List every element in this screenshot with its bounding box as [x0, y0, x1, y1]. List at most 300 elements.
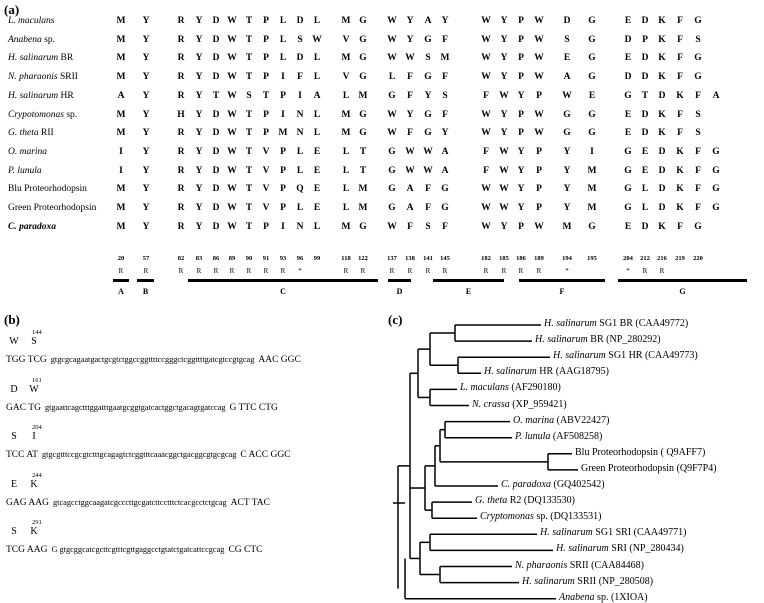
- leaf-species: H. salinarum: [535, 334, 588, 346]
- residue: G: [424, 34, 432, 45]
- residue: M: [116, 221, 126, 232]
- residue: G: [359, 221, 367, 232]
- leaf-species: P. lunula: [515, 430, 551, 442]
- leaf-accession: sp. (1XIOA): [594, 591, 648, 603]
- residue: D: [641, 109, 649, 120]
- residue: D: [658, 184, 666, 195]
- residue: G: [624, 184, 632, 195]
- residue: P: [518, 72, 524, 83]
- residue-mark: R: [213, 267, 219, 275]
- residue: Y: [142, 72, 150, 83]
- residue: W: [387, 53, 397, 64]
- position-number: 220: [693, 255, 703, 262]
- residue: E: [624, 16, 632, 26]
- residue: D: [212, 146, 220, 157]
- tree-leaf-label: [460, 383, 561, 393]
- residue: Y: [517, 146, 525, 157]
- residue-mark: R: [246, 267, 252, 275]
- residue: Q: [296, 184, 304, 195]
- residue: I: [119, 165, 123, 176]
- residue: G: [588, 72, 596, 83]
- tree-leaf-label: [513, 416, 609, 426]
- residue: W: [423, 165, 433, 176]
- residue: L: [313, 16, 321, 26]
- intron-number-left: 161: [32, 377, 42, 384]
- residue: Y: [500, 72, 508, 83]
- residue: M: [116, 184, 126, 195]
- leaf-accession: SG1 BR (CAA49772): [596, 318, 689, 329]
- amino-acid: K: [30, 479, 38, 490]
- residue: R: [177, 72, 185, 83]
- residue: W: [534, 72, 544, 83]
- residue: K: [658, 221, 666, 232]
- residue: G: [424, 128, 432, 139]
- residue: S: [695, 109, 701, 120]
- residue: V: [342, 34, 350, 45]
- species-italic: H. salinarum: [8, 53, 59, 64]
- residue: L: [342, 146, 350, 157]
- residue: W: [227, 53, 237, 64]
- species-suffix: HR: [58, 90, 74, 101]
- residue: F: [483, 90, 489, 101]
- residue: L: [641, 203, 649, 213]
- panel-c-label: (c): [388, 312, 403, 327]
- tree-leaf-label: [559, 593, 648, 603]
- leaf-accession: R2 (DQ133530): [507, 495, 575, 507]
- exon-codons-left: TCC AT: [6, 450, 38, 460]
- residue: F: [425, 203, 431, 213]
- leaf-accession: (GQ402542): [551, 479, 605, 490]
- species-italic: G. theta: [8, 128, 39, 139]
- species-italic: P. lunula: [8, 165, 42, 176]
- residue: F: [425, 184, 431, 195]
- residue: W: [405, 53, 415, 64]
- residue: D: [212, 109, 220, 120]
- residue: G: [359, 72, 367, 83]
- residue: L: [313, 72, 321, 83]
- residue: T: [245, 221, 253, 232]
- residue: W: [534, 109, 544, 120]
- species-suffix: sp.: [63, 109, 78, 120]
- residue: V: [262, 165, 270, 176]
- leaf-species: N. pharaonis: [515, 559, 568, 571]
- amino-acid: I: [32, 431, 36, 442]
- residue: A: [424, 16, 432, 26]
- residue: E: [313, 146, 321, 157]
- tree-leaf-label: [553, 351, 698, 361]
- residue: E: [641, 165, 649, 176]
- species-suffix: sp.: [41, 34, 55, 45]
- residue: G: [588, 221, 596, 232]
- residue: N: [296, 221, 304, 232]
- species-italic: Crypotomonas: [8, 109, 64, 120]
- amino-acid: S: [11, 526, 17, 537]
- leaf-species: G. theta: [475, 495, 508, 507]
- position-number: 93: [279, 255, 287, 262]
- residue: F: [677, 128, 683, 139]
- residue: E: [563, 53, 571, 64]
- residue: G: [588, 16, 596, 26]
- intron-number-left: 144: [32, 329, 42, 336]
- residue: P: [642, 34, 648, 45]
- position-number: 96: [296, 255, 304, 262]
- segment-label: F: [559, 287, 565, 296]
- position-number: 189: [534, 255, 544, 262]
- leaf-species: Cryptomonas: [480, 511, 534, 523]
- residue: D: [658, 165, 666, 176]
- position-number: 138: [405, 255, 415, 262]
- residue: M: [341, 53, 351, 64]
- residue: W: [499, 90, 509, 101]
- residue: D: [641, 53, 649, 64]
- residue: G: [712, 146, 720, 157]
- residue: F: [483, 165, 489, 176]
- position-number: 89: [228, 255, 236, 262]
- residue: G: [424, 109, 432, 120]
- residue: P: [518, 109, 524, 120]
- residue: F: [407, 72, 413, 83]
- residue: H: [177, 109, 185, 120]
- species-suffix: SRII: [57, 72, 78, 83]
- residue: L: [388, 72, 396, 83]
- residue: G: [388, 165, 396, 176]
- residue: L: [313, 221, 321, 232]
- residue: G: [624, 146, 632, 157]
- residue: T: [245, 184, 253, 195]
- residue: F: [442, 34, 448, 45]
- residue: K: [658, 72, 666, 83]
- position-number: 137: [387, 255, 397, 262]
- residue: P: [536, 90, 542, 101]
- residue: P: [263, 109, 269, 120]
- residue: G: [694, 16, 702, 26]
- residue: S: [425, 221, 431, 232]
- residue: T: [212, 90, 220, 101]
- residue: Y: [563, 203, 571, 213]
- residue: G: [712, 203, 720, 213]
- residue: W: [481, 221, 491, 232]
- tree-leaf-label: [472, 400, 567, 410]
- residue: E: [313, 203, 321, 213]
- residue: S: [564, 34, 570, 45]
- position-number: 219: [675, 255, 685, 262]
- residue: G: [441, 203, 449, 213]
- residue: F: [442, 109, 448, 120]
- residue: D: [563, 16, 571, 26]
- residue: R: [177, 146, 185, 157]
- residue: L: [342, 203, 350, 213]
- residue: M: [116, 16, 126, 26]
- segment-label: D: [396, 287, 403, 296]
- intron-number-left: 244: [32, 472, 42, 479]
- residue: I: [281, 109, 285, 120]
- residue: G: [588, 34, 596, 45]
- residue: W: [481, 128, 491, 139]
- residue: E: [624, 221, 632, 232]
- position-number: 90: [245, 255, 253, 262]
- residue: S: [297, 34, 303, 45]
- residue: R: [177, 34, 185, 45]
- leaf-species: H. salinarum: [522, 575, 575, 587]
- residue: T: [245, 165, 253, 176]
- residue: M: [587, 184, 597, 195]
- residue: W: [499, 165, 509, 176]
- amino-acid: K: [30, 526, 38, 537]
- residue: M: [587, 203, 597, 213]
- residue: M: [341, 16, 351, 26]
- residue: P: [263, 53, 269, 64]
- residue: P: [518, 53, 524, 64]
- species-italic: N. pharaonis: [8, 72, 58, 83]
- residue: Y: [500, 128, 508, 139]
- residue: G: [624, 165, 632, 176]
- residue: V: [262, 203, 270, 213]
- residue: Y: [500, 109, 508, 120]
- residue: M: [116, 72, 126, 83]
- residue-mark: R: [143, 267, 149, 275]
- residue: A: [313, 90, 321, 101]
- residue: Y: [517, 90, 525, 101]
- residue: P: [536, 184, 542, 195]
- residue-mark: R: [659, 267, 665, 275]
- residue: M: [587, 165, 597, 176]
- residue: D: [212, 128, 220, 139]
- residue: V: [342, 72, 350, 83]
- residue: Y: [142, 146, 150, 157]
- residue: P: [518, 16, 524, 26]
- residue: V: [262, 184, 270, 195]
- residue: Y: [195, 34, 203, 45]
- residue: W: [499, 184, 509, 195]
- position-number: 83: [195, 255, 203, 262]
- tree-leaf-label: [475, 496, 575, 506]
- residue: W: [481, 184, 491, 195]
- residue-mark: *: [565, 267, 569, 275]
- residue: L: [342, 184, 350, 195]
- residue: R: [177, 184, 185, 195]
- residue: V: [262, 146, 270, 157]
- exon-codons-left: GAG AAG: [6, 498, 50, 508]
- residue: F: [695, 146, 701, 157]
- leaf-accession: sp. (DQ133531): [533, 511, 602, 523]
- residue: K: [676, 165, 684, 176]
- residue: W: [562, 90, 572, 101]
- residue: L: [279, 16, 287, 26]
- leaf-accession: SG1 HR (CAA49773): [605, 350, 698, 362]
- tree-leaf-label: [544, 319, 688, 329]
- residue: F: [442, 221, 448, 232]
- residue-mark: R: [229, 267, 235, 275]
- residue: W: [227, 109, 237, 120]
- residue: W: [534, 128, 544, 139]
- residue: F: [407, 128, 413, 139]
- residue: T: [245, 72, 253, 83]
- residue: W: [227, 203, 237, 213]
- residue: F: [297, 72, 303, 83]
- residue: R: [177, 128, 185, 139]
- residue: D: [296, 16, 304, 26]
- residue: E: [624, 128, 632, 139]
- residue: A: [117, 90, 125, 101]
- residue: R: [177, 203, 185, 213]
- residue: F: [442, 72, 448, 83]
- residue: G: [563, 109, 571, 120]
- residue: M: [116, 128, 126, 139]
- residue: R: [177, 16, 185, 26]
- residue: F: [677, 72, 683, 83]
- residue: A: [563, 72, 571, 83]
- residue-mark: R: [442, 267, 448, 275]
- residue: Y: [406, 34, 414, 45]
- tree-leaf-label: [581, 464, 717, 474]
- residue-mark: R: [407, 267, 413, 275]
- residue: E: [588, 90, 596, 101]
- residue: Y: [441, 128, 449, 139]
- tree-leaf-label: [515, 561, 644, 571]
- residue: D: [296, 53, 304, 64]
- residue: P: [536, 165, 542, 176]
- residue: P: [518, 221, 524, 232]
- residue: L: [313, 53, 321, 64]
- leaf-accession: (ABV22427): [554, 414, 610, 426]
- residue: G: [424, 72, 432, 83]
- leaf-species: O. marina: [513, 414, 555, 426]
- residue: W: [481, 203, 491, 213]
- leaf-accession: (AF508258): [550, 430, 603, 442]
- residue: P: [518, 128, 524, 139]
- residue: W: [227, 34, 237, 45]
- residue: W: [534, 16, 544, 26]
- residue-mark: R: [536, 267, 542, 275]
- residue: T: [245, 128, 253, 139]
- species-suffix: Blu Proteorhodopsin: [8, 184, 87, 195]
- panel-b-label: (b): [4, 312, 20, 327]
- species-suffix: RII: [38, 128, 54, 139]
- leaf-accession: (XP_959421): [509, 398, 567, 410]
- residue: D: [658, 90, 666, 101]
- residue: G: [441, 184, 449, 195]
- residue: G: [388, 203, 396, 213]
- residue: G: [712, 184, 720, 195]
- intron-number-left: 291: [32, 519, 42, 526]
- residue-mark: R: [483, 267, 489, 275]
- residue: M: [562, 221, 572, 232]
- leaf-accession: SRI (NP_280434): [608, 543, 684, 555]
- residue: K: [676, 90, 684, 101]
- residue: Y: [424, 90, 432, 101]
- intron-sequence: G gtgcggcatcgcttcgtttcgttgaggcctgtatctgatcattccgcag: [51, 545, 225, 554]
- species-suffix: Green Proteorhodopsin: [8, 203, 97, 213]
- residue-mark: *: [298, 267, 302, 275]
- tree-leaf-label: [535, 335, 661, 345]
- residue: G: [359, 16, 367, 26]
- residue: P: [518, 34, 524, 45]
- residue: R: [177, 221, 185, 232]
- residue: D: [641, 221, 649, 232]
- leaf-accession: Green Proteorhodopsin (Q9F7P4): [581, 462, 717, 474]
- residue-mark: R: [118, 267, 124, 275]
- position-number: 204: [623, 255, 633, 262]
- residue: P: [263, 128, 269, 139]
- residue: Y: [195, 53, 203, 64]
- intron-sequence: gtgaattcagctttggatttgaatgcggtgatcactggctgacagtgatccag: [44, 403, 226, 412]
- residue: D: [658, 203, 666, 213]
- residue: F: [677, 109, 683, 120]
- residue: A: [441, 165, 449, 176]
- leaf-species: H. salinarum: [553, 350, 606, 362]
- residue: Y: [142, 34, 150, 45]
- residue: T: [641, 90, 649, 101]
- residue: W: [405, 165, 415, 176]
- residue: W: [227, 16, 237, 26]
- leaf-accession: HR (AAG18795): [536, 366, 610, 378]
- residue: Y: [563, 165, 571, 176]
- residue: R: [177, 53, 185, 64]
- residue: W: [227, 90, 237, 101]
- residue: L: [313, 109, 321, 120]
- residue: P: [280, 90, 286, 101]
- residue: G: [712, 165, 720, 176]
- residue: E: [624, 109, 632, 120]
- residue: Y: [195, 16, 203, 26]
- residue: P: [263, 16, 269, 26]
- residue: K: [658, 34, 666, 45]
- residue: F: [407, 90, 413, 101]
- residue: Y: [500, 221, 508, 232]
- residue: N: [296, 128, 304, 139]
- residue: D: [212, 184, 220, 195]
- residue: P: [263, 72, 269, 83]
- residue: L: [279, 34, 287, 45]
- residue: Y: [563, 146, 571, 157]
- residue: L: [641, 184, 649, 195]
- residue: R: [177, 90, 185, 101]
- species-italic: L. maculans: [8, 16, 55, 26]
- residue: K: [658, 109, 666, 120]
- leaf-accession: (AF290180): [508, 382, 561, 394]
- position-number: 86: [212, 255, 220, 262]
- residue: F: [677, 34, 683, 45]
- residue: W: [534, 221, 544, 232]
- residue: Y: [142, 165, 150, 176]
- leaf-species: H. salinarum: [484, 366, 537, 378]
- leaf-accession: SRII (CAA84468): [567, 559, 644, 571]
- tree-leaf-label: [484, 367, 609, 377]
- residue: W: [227, 146, 237, 157]
- residue-mark: R: [178, 267, 184, 275]
- residue-mark: R: [343, 267, 349, 275]
- residue: G: [588, 53, 596, 64]
- species-italic: O. marina: [8, 146, 48, 157]
- intron-sequence: gtcagcctggcaagatcgcccttgcgatcttcctttctcacgcctctgcag: [53, 498, 227, 507]
- residue: F: [695, 165, 701, 176]
- residue: W: [499, 146, 509, 157]
- amino-acid: W: [9, 336, 19, 347]
- residue: W: [481, 16, 491, 26]
- residue: T: [245, 16, 253, 26]
- residue: P: [280, 165, 286, 176]
- residue: S: [442, 90, 448, 101]
- residue: E: [624, 53, 632, 64]
- leaf-species: Anabena: [559, 591, 595, 603]
- residue-mark: R: [518, 267, 524, 275]
- residue: D: [624, 72, 632, 83]
- position-number: 57: [142, 255, 150, 262]
- segment-label: B: [142, 287, 149, 296]
- tree-leaf-label: [575, 448, 705, 458]
- residue: W: [387, 221, 397, 232]
- residue: Y: [142, 90, 150, 101]
